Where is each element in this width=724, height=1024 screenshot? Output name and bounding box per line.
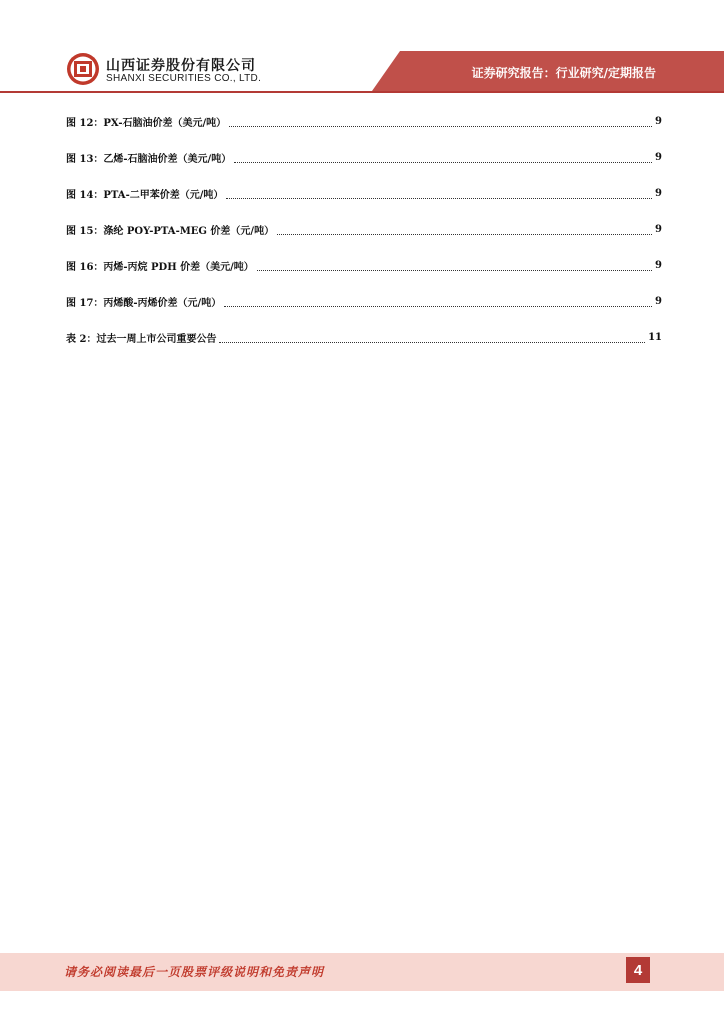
toc-leader-dots	[234, 153, 652, 163]
toc-leader-dots	[224, 297, 652, 307]
toc-entry-label: 图 16：丙烯-丙烷 PDH 价差（美元/吨）	[66, 261, 254, 273]
toc-leader-dots	[277, 225, 652, 235]
toc-entry[interactable]	[66, 211, 662, 247]
toc-entry-page: 9	[655, 187, 662, 199]
header-divider	[0, 91, 724, 93]
table-of-figures	[66, 103, 662, 355]
toc-entry-page: 9	[655, 151, 662, 163]
toc-leader-dots	[219, 333, 645, 343]
toc-entry-label: 图 12：PX-石脑油价差（美元/吨）	[66, 117, 227, 129]
toc-entry[interactable]	[66, 139, 662, 175]
toc-entry-page: 9	[655, 295, 662, 307]
page-number: 4	[626, 957, 650, 983]
company-name-en: SHANXI SECURITIES CO., LTD.	[106, 73, 262, 84]
toc-leader-dots	[257, 261, 652, 271]
toc-leader-dots	[229, 117, 652, 127]
toc-entry-page: 9	[655, 223, 662, 235]
toc-entry[interactable]	[66, 283, 662, 319]
footer-disclaimer: 请务必阅读最后一页股票评级说明和免责声明	[64, 965, 325, 979]
toc-entry[interactable]	[66, 247, 662, 283]
toc-entry-label: 表 2：过去一周上市公司重要公告	[66, 333, 217, 345]
toc-entry-page: 9	[655, 259, 662, 271]
toc-entry-page: 11	[648, 331, 662, 343]
page-header	[0, 0, 724, 96]
company-name-cn: 山西证券股份有限公司	[106, 58, 256, 74]
toc-entry-label: 图 13：乙烯-石脑油价差（美元/吨）	[66, 153, 232, 165]
toc-entry[interactable]	[66, 175, 662, 211]
toc-entry[interactable]	[66, 319, 662, 355]
toc-entry-label: 图 15：涤纶 POY-PTA-MEG 价差（元/吨）	[66, 225, 275, 237]
toc-entry-label: 图 14：PTA-二甲苯价差（元/吨）	[66, 189, 224, 201]
report-type-label: 证券研究报告：行业研究/定期报告	[471, 66, 656, 80]
toc-entry-page: 9	[655, 115, 662, 127]
toc-leader-dots	[226, 189, 652, 199]
toc-entry[interactable]	[66, 103, 662, 139]
toc-entry-label: 图 17：丙烯酸-丙烯价差（元/吨）	[66, 297, 222, 309]
shanxi-securities-logo-icon	[66, 52, 100, 86]
